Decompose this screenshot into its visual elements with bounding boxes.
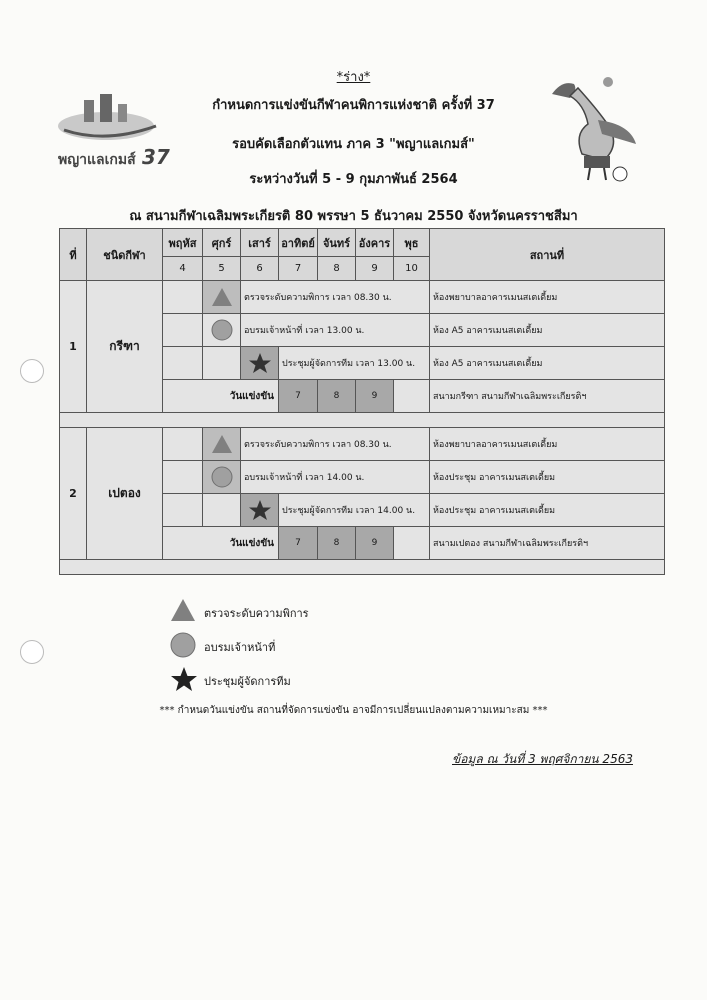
meeting-cell [241, 494, 279, 527]
meeting-cell [241, 347, 279, 380]
header-day: ศุกร์ [203, 229, 241, 257]
empty-cell [203, 494, 241, 527]
spacer-row [60, 560, 665, 575]
header-date: 9 [356, 257, 394, 281]
schedule-table [59, 228, 665, 575]
location-cell: สนามกรีฑา สนามกีฬาเฉลิมพระเกียรติฯ [430, 380, 665, 413]
header-location: สถานที่ [430, 229, 665, 281]
empty-cell [394, 380, 430, 413]
circle-icon [170, 632, 196, 658]
header-day: จันทร์ [318, 229, 356, 257]
empty-cell [163, 461, 203, 494]
triangle-icon [211, 287, 233, 307]
header-sport: ชนิดกีฬา [87, 229, 163, 281]
star-icon [248, 352, 272, 374]
spacer-row [60, 413, 665, 428]
logo-text: พญาแลเกมส์ [58, 152, 136, 168]
punch-hole [20, 640, 44, 664]
classify-cell [203, 428, 241, 461]
location-cell: สนามเปตอง สนามกีฬาเฉลิมพระเกียรติฯ [430, 527, 665, 560]
sport-name: เปตอง [87, 428, 163, 560]
legend-label: ตรวจระดับความพิการ [204, 607, 309, 620]
training-cell [203, 314, 241, 347]
empty-cell [163, 428, 203, 461]
header-day: อาทิตย์ [279, 229, 318, 257]
location-cell: ห้องประชุม อาคารเมนสเตเดี้ยม [430, 494, 665, 527]
header-day: พฤหัส [163, 229, 203, 257]
legend-label: อบรมเจ้าหน้าที่ [204, 641, 276, 654]
logo-number: 37 [142, 145, 170, 169]
sport-number: 1 [60, 281, 87, 413]
header-no: ที่ [60, 229, 87, 281]
competition-day: 9 [356, 527, 394, 560]
star-icon [248, 499, 272, 521]
header-date: 7 [279, 257, 318, 281]
header-date: 10 [394, 257, 430, 281]
competition-day: 8 [318, 527, 356, 560]
header-date: 5 [203, 257, 241, 281]
triangle-icon [211, 434, 233, 454]
event-cell: ตรวจระดับความพิการ เวลา 08.30 น. [241, 281, 430, 314]
venue-line: ณ สนามกีฬาเฉลิมพระเกียรติ 80 พรรษา 5 ธันวาคม 2550 จังหวัดนครราชสีมา [129, 209, 578, 224]
empty-cell [394, 527, 430, 560]
location-cell: ห้องประชุม อาคารเมนสเตเดี้ยม [430, 461, 665, 494]
event-cell: อบรมเจ้าหน้าที่ เวลา 14.00 น. [241, 461, 430, 494]
location-cell: ห้องพยาบาลอาคารเมนสเตเดี้ยม [430, 428, 665, 461]
draft-label: *ร่าง* [336, 70, 371, 85]
competition-label: วันแข่งขัน [163, 527, 279, 560]
competition-day: 8 [318, 380, 356, 413]
location-cell: ห้อง A5 อาคารเมนสเตเดี้ยม [430, 347, 665, 380]
competition-label: วันแข่งขัน [163, 380, 279, 413]
header-day: พุธ [394, 229, 430, 257]
event-cell: อบรมเจ้าหน้าที่ เวลา 13.00 น. [241, 314, 430, 347]
punch-hole [20, 359, 44, 383]
location-cell: ห้องพยาบาลอาคารเมนสเตเดี้ยม [430, 281, 665, 314]
table-row [60, 281, 665, 314]
competition-day: 9 [356, 380, 394, 413]
competition-day: 7 [279, 380, 318, 413]
empty-cell [163, 281, 203, 314]
empty-cell [163, 494, 203, 527]
event-cell: ประชุมผู้จัดการทีม เวลา 14.00 น. [279, 494, 430, 527]
competition-day: 7 [279, 527, 318, 560]
classify-cell [203, 281, 241, 314]
header-date: 4 [163, 257, 203, 281]
triangle-icon [170, 598, 196, 622]
header-date: 6 [241, 257, 279, 281]
header-day: เสาร์ [241, 229, 279, 257]
title-line-1: กำหนดการแข่งขันกีฬาคนพิการแห่งชาติ ครั้งที่ 37 [212, 98, 495, 113]
footnote: *** กำหนดวันแข่งขัน สถานที่จัดการแข่งขัน อาจมีการเปลี่ยนแปลงตามความเหมาะสม *** [159, 705, 548, 716]
circle-icon [211, 319, 233, 341]
event-cell: ประชุมผู้จัดการทีม เวลา 13.00 น. [279, 347, 430, 380]
empty-cell [203, 347, 241, 380]
location-cell: ห้อง A5 อาคารเมนสเตเดี้ยม [430, 314, 665, 347]
table-row [60, 428, 665, 461]
title-line-2: รอบคัดเลือกตัวแทน ภาค 3 "พญาแลเกมส์" [232, 137, 475, 152]
training-cell [203, 461, 241, 494]
sport-number: 2 [60, 428, 87, 560]
event-cell: ตรวจระดับความพิการ เวลา 08.30 น. [241, 428, 430, 461]
header-date: 8 [318, 257, 356, 281]
star-icon [170, 666, 198, 692]
title-line-3: ระหว่างวันที่ 5 - 9 กุมภาพันธ์ 2564 [249, 172, 458, 187]
sport-name: กรีฑา [87, 281, 163, 413]
empty-cell [163, 314, 203, 347]
legend-label: ประชุมผู้จัดการทีม [204, 675, 291, 688]
header-day: อังคาร [356, 229, 394, 257]
data-date: ข้อมูล ณ วันที่ 3 พฤศจิกายน 2563 [452, 752, 633, 766]
circle-icon [211, 466, 233, 488]
empty-cell [163, 347, 203, 380]
